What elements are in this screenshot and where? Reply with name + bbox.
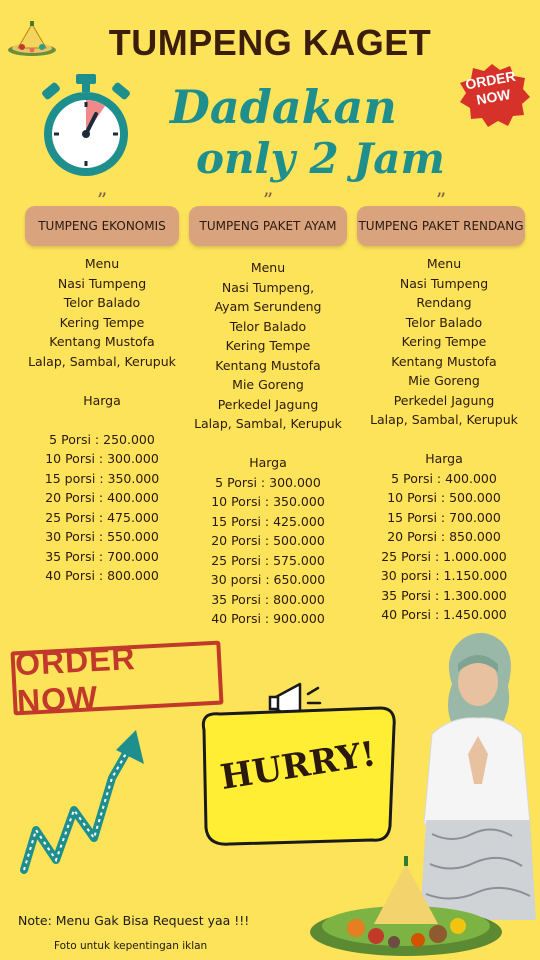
stamp-label: ORDER NOW — [14, 640, 137, 720]
page-title: TUMPENG KAGET — [108, 22, 432, 63]
price-row: 35 Porsi : 700.000 — [45, 548, 159, 564]
zigzag-arrow-icon — [16, 720, 150, 880]
price-row: 5 Porsi : 300.000 — [215, 474, 321, 490]
price-row: 20 Porsi : 400.000 — [45, 490, 159, 505]
spacer — [189, 434, 347, 454]
menu-item: Rendang — [416, 295, 472, 310]
price-row: 25 Porsi : 575.000 — [211, 552, 325, 568]
menu-item: Lalap, Sambal, Kerupuk — [28, 353, 176, 369]
menu-item: Mie Goreng — [232, 377, 304, 392]
headline-line2: only 2 Jam — [196, 134, 445, 183]
menu-label: Menu — [426, 256, 462, 271]
stamp-border — [10, 640, 223, 720]
menu-item: Kering Tempe — [59, 314, 145, 330]
price-label: Harga — [249, 455, 287, 470]
price-row: 15 Porsi : 700.000 — [387, 509, 501, 525]
price-row: 30 porsi : 1.150.000 — [380, 568, 508, 583]
menu-label: Menu — [250, 260, 286, 275]
menu-item: Mie Goreng — [408, 373, 480, 388]
menu-item: Kentang Mustofa — [49, 334, 155, 349]
menu-item: Kentang Mustofa — [215, 357, 321, 373]
order-now-badge[interactable] — [454, 62, 530, 128]
price-row: 5 Porsi : 400.000 — [391, 470, 497, 486]
package-header-ekonomis — [25, 188, 179, 246]
package-name: TUMPENG EKONOMIS — [38, 219, 166, 233]
badge-label-line1: ORDER — [464, 67, 517, 93]
spacer — [357, 430, 531, 450]
price-row: 40 Porsi : 800.000 — [45, 568, 159, 583]
price-row: 30 Porsi : 550.000 — [45, 529, 159, 544]
price-row: 5 Porsi : 250.000 — [49, 431, 155, 447]
menu-item: Ayam Serundeng — [214, 299, 322, 314]
price-row: 15 porsi : 350.000 — [44, 470, 160, 486]
price-row: 10 Porsi : 350.000 — [211, 494, 325, 509]
quote-icon: ” — [96, 188, 108, 212]
hurry-label: HURRY! — [217, 734, 379, 798]
tumpeng-photo — [306, 852, 506, 958]
menu-label: Menu — [84, 256, 120, 271]
photo-disclaimer: Foto untuk kepentingan iklan — [54, 940, 208, 952]
price-label: Harga — [425, 451, 463, 466]
menu-item: Telor Balado — [229, 318, 307, 334]
price-row: 35 Porsi : 1.300.000 — [381, 587, 507, 603]
menu-item: Telor Balado — [63, 295, 141, 310]
menu-item: Telor Balado — [405, 314, 483, 330]
quote-icon: ” — [435, 188, 447, 212]
price-row: 10 Porsi : 500.000 — [387, 490, 501, 505]
price-row: 40 Porsi : 900.000 — [211, 611, 325, 626]
stopwatch-icon — [36, 74, 136, 178]
spacer — [25, 371, 179, 391]
menu-item: Kering Tempe — [401, 334, 487, 349]
spacer — [25, 410, 179, 430]
quote-icon: ” — [262, 188, 274, 212]
hurry-callout — [190, 706, 400, 846]
package-name: TUMPENG PAKET AYAM — [199, 219, 337, 233]
menu-item: Nasi Tumpeng — [57, 275, 147, 291]
menu-item: Nasi Tumpeng, — [221, 279, 315, 295]
menu-item: Lalap, Sambal, Kerupuk — [370, 412, 518, 427]
price-row: 25 Porsi : 1.000.000 — [381, 548, 507, 564]
price-row: 40 Porsi : 1.450.000 — [381, 607, 507, 622]
menu-item: Nasi Tumpeng — [399, 275, 489, 291]
note-text: Note: Menu Gak Bisa Request yaa !!! — [18, 913, 250, 928]
price-row: 35 Porsi : 800.000 — [211, 591, 325, 607]
package-name: TUMPENG PAKET RENDANG — [358, 219, 524, 233]
order-now-stamp[interactable] — [10, 640, 223, 720]
menu-item: Kentang Mustofa — [391, 353, 497, 369]
menu-item: Kering Tempe — [225, 338, 311, 353]
package-column-ekonomis — [25, 254, 179, 586]
price-row: 10 Porsi : 300.000 — [45, 451, 159, 466]
menu-item: Lalap, Sambal, Kerupuk — [194, 416, 342, 431]
badge-label-line2: NOW — [475, 86, 512, 108]
price-label: Harga — [83, 392, 121, 408]
price-row: 20 Porsi : 500.000 — [211, 533, 325, 548]
price-row: 25 Porsi : 475.000 — [45, 509, 159, 525]
price-row: 15 Porsi : 425.000 — [211, 513, 325, 529]
menu-item: Perkedel Jagung — [393, 392, 495, 408]
price-row: 20 Porsi : 850.000 — [387, 529, 501, 544]
package-column-ayam — [189, 258, 347, 629]
package-column-rendang — [357, 254, 531, 625]
headline-line1: Dadakan — [170, 80, 397, 134]
menu-item: Perkedel Jagung — [217, 396, 319, 412]
price-row: 30 porsi : 650.000 — [210, 572, 326, 587]
package-header-rendang — [357, 188, 525, 246]
package-header-ayam — [189, 188, 347, 246]
